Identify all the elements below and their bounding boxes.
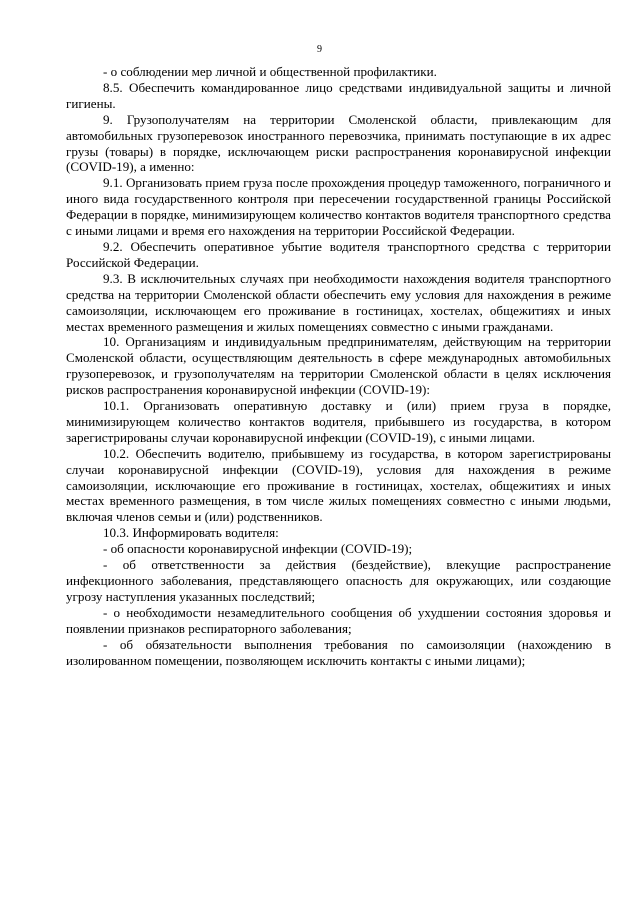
paragraph-9-2: 9.2. Обеспечить оперативное убытие водителя транспортного средства с территории Российской Федерации. bbox=[66, 238, 611, 270]
list-item-self-isolation: - об обязательности выполнения требования по самоизоляции (нахождению в изолированном помещении, позволяющем исключить контакты с иными лицами); bbox=[66, 636, 611, 668]
paragraph-9: 9. Грузополучателям на территории Смоленской области, привлекающим для автомобильных грузоперевозок иностранного перевозчика, принимать поступающие в их адрес грузы (товары) в порядке, исключающем риски распространения коронавирусной инфекции (COVID-19), а именно: bbox=[66, 111, 611, 175]
list-item-infection-danger: - об опасности коронавирусной инфекции (COVID-19); bbox=[103, 541, 413, 557]
paragraph-9-1: 9.1. Организовать прием груза после прохождения процедур таможенного, пограничного и иного вида государственного контроля при пересечении государственной границы Российской Федерации в порядке, минимизирующем количество контактов водителя транспортного средства с иными лицами и время его нахождения на территории Российской Федерации. bbox=[66, 175, 611, 239]
page-number: 9 bbox=[317, 44, 322, 55]
paragraph-10-3: 10.3. Информировать водителя: bbox=[103, 525, 279, 541]
paragraph-10-2: 10.2. Обеспечить водителю, прибывшему из государства, в котором зарегистрированы случаи коронавирусной инфекции (COVID-19), условия для нахождения в режиме самоизоляции, исключающие его проживание в гостиницах, хостелах, общежитиях и иных местах временного размещения, в том числе жилых помещениях совместно с иными людьми, включая членов семьи и (или) родственников. bbox=[66, 445, 611, 525]
paragraph-10-1: 10.1. Организовать оперативную доставку и (или) прием груза в порядке, минимизирующем количество контактов водителя, прибывшего из государства, в котором зарегистрированы случаи коронавирусной инфекции (COVID-19), с иными лицами. bbox=[66, 398, 611, 445]
paragraph-prevention-measures: - о соблюдении мер личной и общественной профилактики. bbox=[103, 64, 437, 79]
paragraph-8-5: 8.5. Обеспечить командированное лицо средствами индивидуальной защиты и личной гигиены. bbox=[66, 79, 611, 111]
list-item-liability: - об ответственности за действия (бездействие), влекущие распространение инфекционного заболевания, представляющего опасность для окружающих, или создающие угрозу наступления указанных последствий; bbox=[66, 557, 611, 604]
list-item-report-health: - о необходимости незамедлительного сообщения об ухудшении состояния здоровья и появлении признаков респираторного заболевания; bbox=[66, 604, 611, 636]
paragraph-10: 10. Организациям и индивидуальным предпринимателям, действующим на территории Смоленской области, осуществляющим деятельность в сфере международных автомобильных грузоперевозок, и грузополучателям на территории Смоленской области в целях исключения рисков распространения коронавирусной инфекции (COVID-19): bbox=[66, 334, 611, 398]
paragraph-9-3: 9.3. В исключительных случаях при необходимости нахождения водителя транспортного средства на территории Смоленской области обеспечить ему условия для нахождения в режиме самоизоляции, исключающем его проживание в гостиницах, хостелах, общежитиях и иных местах временного размещения и жилых помещениях совместно с иными гражданами. bbox=[66, 270, 611, 334]
document-body bbox=[66, 64, 611, 668]
